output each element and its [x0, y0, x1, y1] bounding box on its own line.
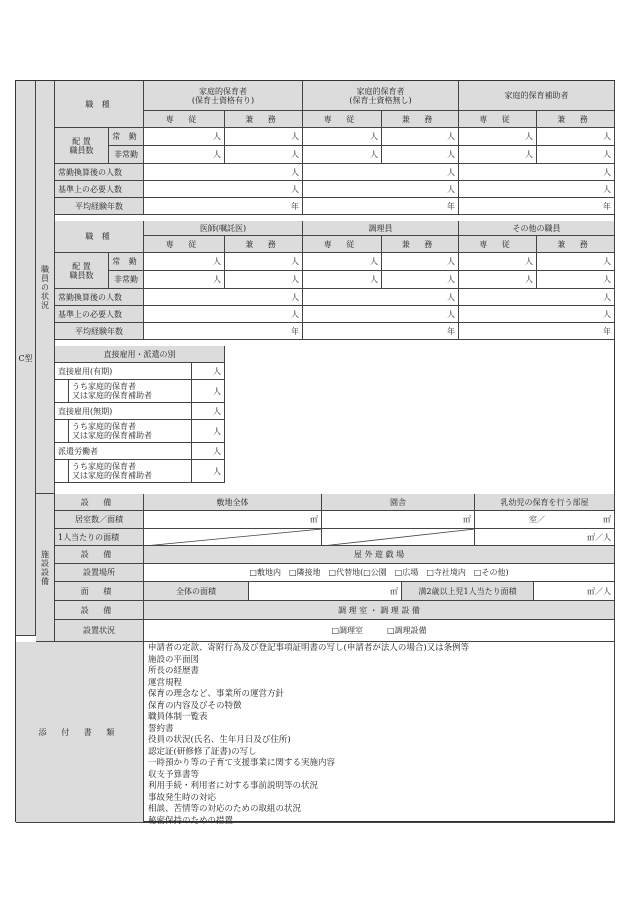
setsubi-label: 設 備 [55, 546, 144, 564]
per-person-label: 1人当たりの面積 [55, 529, 144, 546]
area-total-label: 全体の面積 [144, 582, 249, 601]
facility-col-header: 敷地全体 [144, 494, 322, 511]
setsubi-label: 設 備 [55, 601, 144, 620]
staff-count-input[interactable]: 人 [537, 128, 615, 146]
summary-input[interactable]: 人 [459, 289, 615, 306]
attachment-item: 収支予算書等 [148, 769, 200, 780]
attachment-item: 保育の内容及びその特徴 [148, 700, 242, 711]
staff-count-input[interactable]: 人 [537, 253, 615, 271]
employment-row-label: 直接雇用(有期) [55, 363, 192, 380]
summary-input[interactable]: 人 [459, 181, 615, 198]
attachment-item: 役員の状況(氏名、生年月日及び住所) [148, 735, 291, 745]
attachment-item: 認定証(研修修了証書)の写し [148, 746, 257, 757]
senju-header: 専 従 [459, 236, 537, 253]
area-over2-input[interactable]: ㎡／人 [534, 582, 615, 601]
staff-count-input[interactable]: 人 [382, 271, 459, 289]
staff-count-input[interactable]: 人 [225, 271, 303, 289]
facility-section-label: 施設設備 [36, 494, 55, 642]
facility-col-header: 乳幼児の保育を行う部屋 [475, 494, 615, 511]
summary-input[interactable]: 年 [144, 323, 303, 340]
type-label: C型 [16, 81, 36, 636]
employment-row-label: うち家庭的保育者 又は家庭的保育補助者 [69, 460, 192, 483]
employment-header: 直接雇用・派遣の別 [55, 346, 225, 363]
summary-row-label: 常勤換算後の人数 [55, 164, 144, 181]
m2-unit: ㎡ [603, 515, 611, 524]
summary-row-label: 基準上の必要人数 [55, 181, 144, 198]
staff-count-input[interactable]: 人 [382, 128, 459, 146]
shokushu-label: 職 種 [55, 81, 144, 128]
area-total-input[interactable]: ㎡ [249, 582, 402, 601]
staff-count-input[interactable]: 人 [144, 253, 225, 271]
job-type-header: その他の職員 [459, 221, 615, 236]
summary-input[interactable]: 年 [144, 198, 303, 215]
staff-count-input[interactable]: 人 [303, 253, 382, 271]
employment-row-label: うち家庭的保育者 又は家庭的保育補助者 [69, 420, 192, 443]
employment-indent [55, 460, 69, 483]
staff-count-input[interactable]: 人 [144, 271, 225, 289]
attachment-item: 施設の平面図 [148, 654, 200, 665]
attachment-item: 相談、苦情等の対応のための取組の状況 [148, 804, 302, 814]
per-person-blank [322, 529, 475, 546]
staff-count-input[interactable]: 人 [303, 146, 382, 164]
area-label: 面 積 [55, 582, 144, 601]
attachment-item: 職員体制一覧表 [148, 712, 208, 722]
staff-count-input[interactable]: 人 [459, 253, 537, 271]
job-type-header: 医師(嘱託医) [144, 221, 303, 236]
hijokin-label: 非常勤 [109, 271, 144, 289]
summary-input[interactable]: 人 [144, 181, 303, 198]
summary-input[interactable]: 人 [144, 164, 303, 181]
setsubi-label: 設 備 [55, 494, 144, 511]
employment-row-label: 派遣労働者 [55, 443, 192, 460]
shokushu-label: 職 種 [55, 221, 144, 253]
summary-input[interactable]: 年 [303, 323, 459, 340]
area-input[interactable]: ㎡ [144, 511, 322, 529]
attachment-item: 運営規程 [148, 677, 183, 688]
jokin-label: 常 勤 [109, 128, 144, 146]
location-options[interactable]: □敷地内 □隣接地 □代替地(□公園 □広場 □寺社境内 □その他) [144, 564, 615, 582]
attachment-item: 誓約書 [148, 723, 174, 734]
kenmu-header: 兼 務 [382, 111, 459, 128]
status-options[interactable]: □調理室 □調理設備 [144, 620, 615, 642]
staff-count-input[interactable]: 人 [537, 271, 615, 289]
staff-count-input[interactable]: 人 [459, 146, 537, 164]
kitchen-title: 調 理 室 ・ 調 理 設 備 [144, 601, 615, 620]
attachment-item: 事故発生時の対応 [148, 792, 217, 803]
attachment-item: 申請者の定款、寄附行為及び登記事項証明書の写し(申請者が法人の場合)又は条例等 [148, 643, 470, 653]
senju-header: 専 従 [144, 111, 225, 128]
per-person-blank [144, 529, 322, 546]
summary-input[interactable]: 人 [303, 181, 459, 198]
attachment-item: 利用手続・利用者に対する事前説明等の状況 [148, 781, 319, 791]
staff-count-input[interactable]: 人 [382, 146, 459, 164]
staff-count-input[interactable]: 人 [537, 146, 615, 164]
summary-input[interactable]: 年 [459, 198, 615, 215]
staff-count-input[interactable]: 人 [303, 128, 382, 146]
employment-input[interactable]: 人 [192, 380, 225, 403]
kyoshitsu-label: 居室数／面積 [55, 511, 144, 529]
job-type-header: 家庭的保育補助者 [459, 81, 615, 111]
summary-input[interactable]: 人 [303, 164, 459, 181]
summary-input[interactable]: 人 [144, 306, 303, 323]
summary-row-label: 平均経験年数 [55, 198, 144, 215]
location-label: 設置場所 [55, 564, 144, 582]
staff-count-input[interactable]: 人 [303, 271, 382, 289]
employment-indent [55, 380, 69, 403]
staff-count-input[interactable]: 人 [225, 253, 303, 271]
summary-row-label: 常勤換算後の人数 [55, 289, 144, 306]
summary-input[interactable]: 年 [459, 323, 615, 340]
hijokin-label: 非常勤 [109, 146, 144, 164]
staff-count-input[interactable]: 人 [144, 128, 225, 146]
facility-col-header: 園舎 [322, 494, 475, 511]
room-value: 室／ [529, 515, 545, 524]
area-input[interactable]: ㎡ [322, 511, 475, 529]
summary-input[interactable]: 年 [303, 198, 459, 215]
summary-row-label: 基準上の必要人数 [55, 306, 144, 323]
employment-row-label: うち家庭的保育者 又は家庭的保育補助者 [69, 380, 192, 403]
job-type-header: 家庭的保育者 (保育士資格有り) [144, 81, 303, 111]
kenmu-header: 兼 務 [225, 236, 303, 253]
summary-input[interactable]: 人 [303, 306, 459, 323]
senju-header: 専 従 [459, 111, 537, 128]
status-label: 設置状況 [55, 620, 144, 642]
kenmu-header: 兼 務 [225, 111, 303, 128]
staff-section-label: 職員の状況 [36, 81, 55, 494]
employment-input[interactable]: 人 [192, 420, 225, 443]
summary-row-label: 平均経験年数 [55, 323, 144, 340]
kenmu-header: 兼 務 [382, 236, 459, 253]
senju-header: 専 従 [144, 236, 225, 253]
kenmu-header: 兼 務 [537, 236, 615, 253]
staff-count-input[interactable]: 人 [459, 128, 537, 146]
room-area-input[interactable] [475, 511, 615, 529]
job-type-header: 家庭的保育者 (保育士資格無し) [303, 81, 459, 111]
haichi-label: 配 置 職員数 [55, 253, 109, 289]
summary-input[interactable]: 人 [459, 164, 615, 181]
attachment-item: 保育の理念など、事業所の運営方針 [148, 689, 285, 699]
employment-row-label: 直接雇用(無期) [55, 403, 192, 420]
attachment-item: 所長の経歴書 [148, 666, 200, 676]
staff-count-input[interactable]: 人 [225, 146, 303, 164]
area-over2-label: 満2歳以上児1人当たり面積 [402, 582, 534, 601]
employment-input[interactable]: 人 [192, 443, 225, 460]
staff-count-input[interactable]: 人 [382, 253, 459, 271]
staff-count-input[interactable]: 人 [144, 146, 225, 164]
attachments-list [148, 643, 469, 827]
employment-input[interactable]: 人 [192, 403, 225, 420]
staff-count-input[interactable]: 人 [459, 271, 537, 289]
attachment-item: 秘密保持のための措置 [148, 815, 234, 826]
employment-indent [55, 420, 69, 443]
attachments-label: 添 付 書 類 [16, 642, 144, 823]
employment-input[interactable]: 人 [192, 363, 225, 380]
attachment-item: 一時預かり等の子育て支援事業に関する実施内容 [148, 758, 336, 768]
senju-header: 専 従 [303, 111, 382, 128]
job-type-header: 調理員 [303, 221, 459, 236]
staff-count-input[interactable]: 人 [225, 128, 303, 146]
jokin-label: 常 勤 [109, 253, 144, 271]
summary-input[interactable]: 人 [303, 289, 459, 306]
kenmu-header: 兼 務 [537, 111, 615, 128]
summary-input[interactable]: 人 [459, 306, 615, 323]
outdoor-title: 屋 外 遊 戯 場 [144, 546, 615, 564]
employment-input[interactable]: 人 [192, 460, 225, 483]
application-form-table [15, 80, 615, 826]
summary-input[interactable]: 人 [144, 289, 303, 306]
per-person-input[interactable]: ㎡／人 [475, 529, 615, 546]
senju-header: 専 従 [303, 236, 382, 253]
haichi-label: 配 置 職員数 [55, 128, 109, 164]
